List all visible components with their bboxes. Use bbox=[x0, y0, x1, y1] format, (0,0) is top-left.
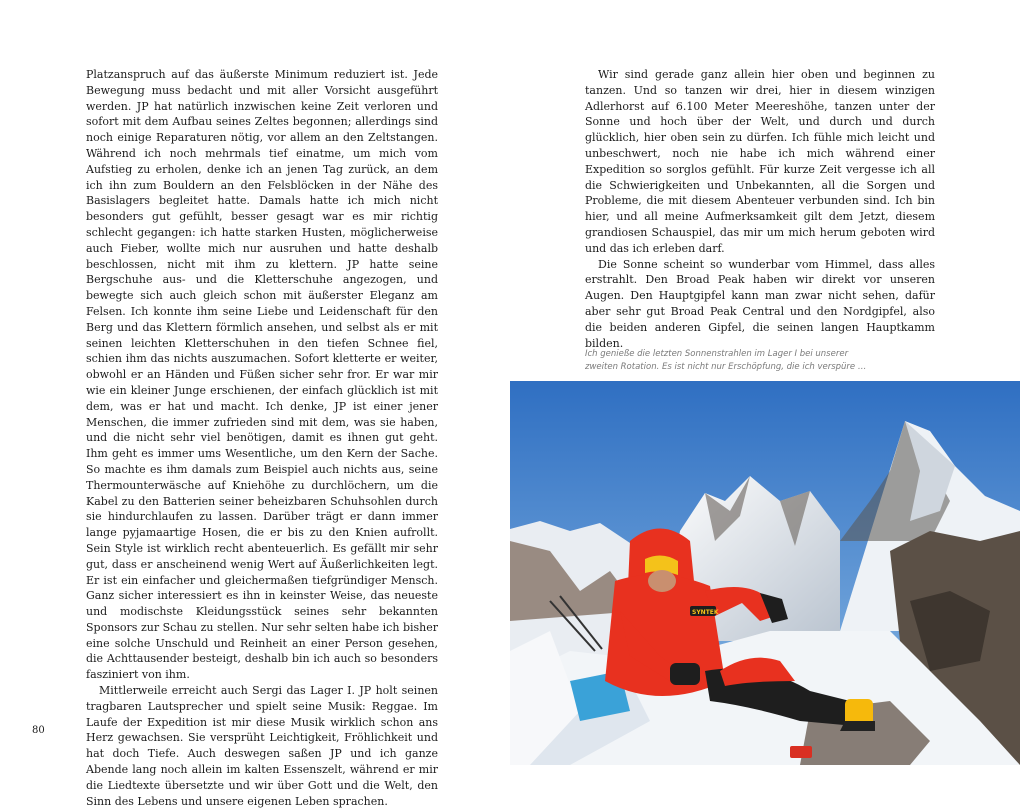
right-paragraph-1: Wir sind gerade ganz allein hier oben und beginnen zu tanzen. Und so tanzen wir drei, hier in diesem winzigen Adlerhorst auf 6.100 Meter Meereshöhe, tanzen unter der Sonne und hoch über der Welt, und durch und durch glücklich, hier oben sein zu dürfen. Ich fühle mich leicht und unbeschwert, noch nie habe ich mich während einer Expedition so sorglos gefühlt. Für kurze Zeit vergesse ich all die Schwierigkeiten und Unbekannten, all die Sorgen und Probleme, die mit diesem Abenteuer verbunden sind. Ich bin hier, und all meine Aufmerksamkeit gilt dem Jetzt, diesem grandiosen Schauspiel, das mir um mich herum geboten wird und das ich erleben darf. bbox=[585, 68, 935, 255]
caption-line-1: Ich genieße die letzten Sonnenstrahlen im Lager I bei unserer bbox=[585, 349, 849, 359]
left-paragraph-2: Mittlerweile erreicht auch Sergi das Lager I. JP holt seinen tragbaren Lautsprecher und spielt seine Musik: Reggae. Im Laufe der Expedition ist mir diese Musik wirklich schon ans Herz gewachsen. Sie versprüht Leichtigkeit, Fröhlichkeit und hat doch Tiefe. Auch deswegen saßen JP und ich ganze Abende lang noch allein im kalten Essenszelt, während er mir die Liedtexte übersetzte und wir über Gott und die Welt, den Sinn des Lebens und unsere eigenen Leben sprachen. bbox=[86, 684, 438, 808]
boot-sole bbox=[840, 721, 875, 731]
photo-illustration bbox=[510, 381, 1020, 765]
red-canister bbox=[790, 746, 812, 758]
right-paragraph-2: Die Sonne scheint so wunderbar vom Himmel, dass alles erstrahlt. Den Broad Peak haben wir direkt vor unseren Augen. Den Hauptgipfel kann man zwar nicht sehen, dafür aber sehr gut Broad Peak Central und den Nordgipfel, also die beiden anderen Gipfel, die seinen langen Hauptkamm bilden. bbox=[585, 257, 935, 350]
left-body-text bbox=[86, 67, 438, 809]
right-body-text bbox=[585, 67, 935, 351]
caption-line-2: zweiten Rotation. Es ist nicht nur Erschöpfung, die ich verspüre … bbox=[585, 362, 867, 372]
page-number: 80 bbox=[32, 725, 45, 736]
left-paragraph-1: Platzanspruch auf das äußerste Minimum reduziert ist. Jede Bewegung muss bedacht und mit aller Vorsicht ausgeführt werden. JP hat natürlich inzwischen keine Zeit verloren und sofort mit dem Aufbau seines Zeltes begonnen; allerdings sind noch einige Reparaturen nötig, vor allem an den Zeltstangen. Während ich noch mehrmals tief einatme, um mich vom Aufstieg zu erholen, denke ich an jenen Tag zurück, an dem ich ihn zum Bouldern an den Felsblöcken in der Nähe des Basislagers begleitet hatte. Damals hatte ich mich nicht besonders gut gefühlt, besser gesagt war es mir richtig schlecht gegangen: ich hatte starken Husten, möglicherweise auch Fieber, wollte mich nur ausruhen und hatte deshalb beschlossen, nicht mit ihm zu klettern. JP hatte seine Bergschuhe aus- und die Kletterschuhe angezogen, und bewegte sich auch gleich schon mit äußerster Eleganz am Felsen. Ich konnte ihm seine Liebe und Leidenschaft für den Berg und das Klettern förmlich ansehen, und selbst als er mit seinen leichten Kletterschuhen in den tiefen Schnee fiel, schien ihm das nichts auszumachen. Sofort kletterte er weiter, obwohl er an Händen und Füßen sicher sehr fror. Er war mir wie ein kleiner Junge erschienen, der einfach glücklich ist mit dem, was er hat und macht. Ich denke, JP ist einer jener Menschen, die immer zufrieden sind mit dem, was sie haben, und die nicht sehr viel benötigen, damit es ihnen gut geht. Ihm geht es immer ums Wesentliche, um den Kern der Sache. So machte es ihm damals zum Beispiel auch nichts aus, seine Thermounterwäsche auf Kniehöhe zu durchlöchern, um die Kabel zu den Batterien seiner beheizbaren Schuhsohlen durch sie hindurchlaufen zu lassen. Darüber trägt er dann immer lange pyjamaartige Hosen, die er bis zu den Knien aufrollt. Sein Style ist wirklich recht abenteuerlich. Es gefällt mir sehr gut, dass er anscheinend wenig Wert auf Äußerlichkeiten legt. Er ist ein einfacher und gleichermaßen tiefgründiger Mensch. Ganz sicher interessiert es ihn in keinster Weise, das neueste und modischste Kleidungsstück seines sehr bekannten Sponsors zur Schau zu stellen. Nur sehr selten habe ich bisher eine solche Unschuld und Reinheit an einer Person gesehen, die Achttausender besteigt, deshalb bin ich auch so besonders fasziniert von ihm. bbox=[86, 68, 438, 682]
left-glove bbox=[670, 663, 700, 685]
climber-face bbox=[648, 570, 676, 592]
photo-climber-at-camp bbox=[510, 381, 1020, 765]
photo-caption bbox=[585, 348, 885, 374]
jacket-logo-text: SYNTEK bbox=[692, 609, 719, 616]
